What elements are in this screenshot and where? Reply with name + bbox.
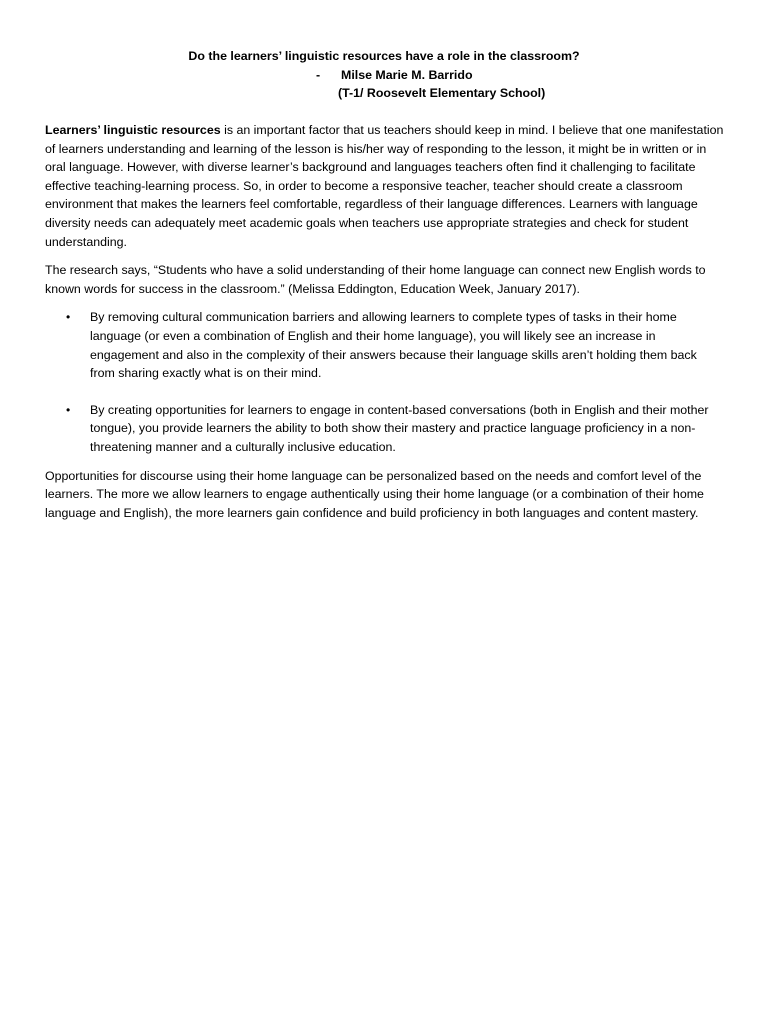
- document-header: [0, 47, 768, 103]
- bullet-icon: •: [66, 310, 71, 325]
- paragraph-1: [45, 121, 725, 251]
- bullet-text: By creating opportunities for learners to engage in content-based conversations (both in English and their mother tongue), you provide learners the ability to both show their mastery and practice language proficiency in a non-threatening manner and a culturally inclusive education.: [90, 402, 709, 454]
- paragraph-3: Opportunities for discourse using their home language can be personalized based on the needs and comfort level of the learners. The more we allow learners to engage authentically using their home language (or a combination of their home language and English), the more learners gain confidence and build proficiency in both languages and content mastery.: [45, 468, 704, 520]
- bullet-item: [45, 401, 725, 457]
- document-title: Do the learners’ linguistic resources have a role in the classroom?: [188, 49, 580, 63]
- paragraph-1-bold-lead: Learners’ linguistic resources: [45, 123, 221, 137]
- bullet-item: [45, 308, 725, 382]
- paragraph-1-text: is an important factor that us teachers should keep in mind. I believe that one manifestation of learners understanding and learning of the lesson is his/her way of responding to the lesson, it might be in written or in oral language. However, with diverse learner’s background and languages teachers often find it challenging to facilitate effective teaching-learning process. So, in order to become a responsive teacher, teacher should create a classroom environment that makes the learners feel comfortable, regardless of their language differences. Learners with language diversity needs can adequately meet academic goals when teachers use appropriate strategies and check for student understanding.: [45, 123, 724, 249]
- bullet-list: [45, 308, 725, 456]
- paragraph-2: The research says, “Students who have a solid understanding of their home language can connect new English words to known words for success in the classroom.” (Melissa Eddington, Education Week, January 2017).: [45, 263, 706, 296]
- author-line: [0, 66, 768, 85]
- document-body: [45, 121, 725, 532]
- author-name: Milse Marie M. Barrido: [341, 67, 473, 82]
- school-name: (T-1/ Roosevelt Elementary School): [338, 86, 546, 100]
- bullet-icon: •: [66, 402, 71, 417]
- bullet-text: By removing cultural communication barriers and allowing learners to complete types of tasks in their home language (or even a combination of English and their home language), you will likely see an increase in engagement and also in the complexity of their answers because their language skills aren’t holding them back from sharing exactly what is on their mind.: [90, 310, 697, 381]
- author-dash: -: [316, 67, 321, 82]
- school-line: [0, 84, 768, 103]
